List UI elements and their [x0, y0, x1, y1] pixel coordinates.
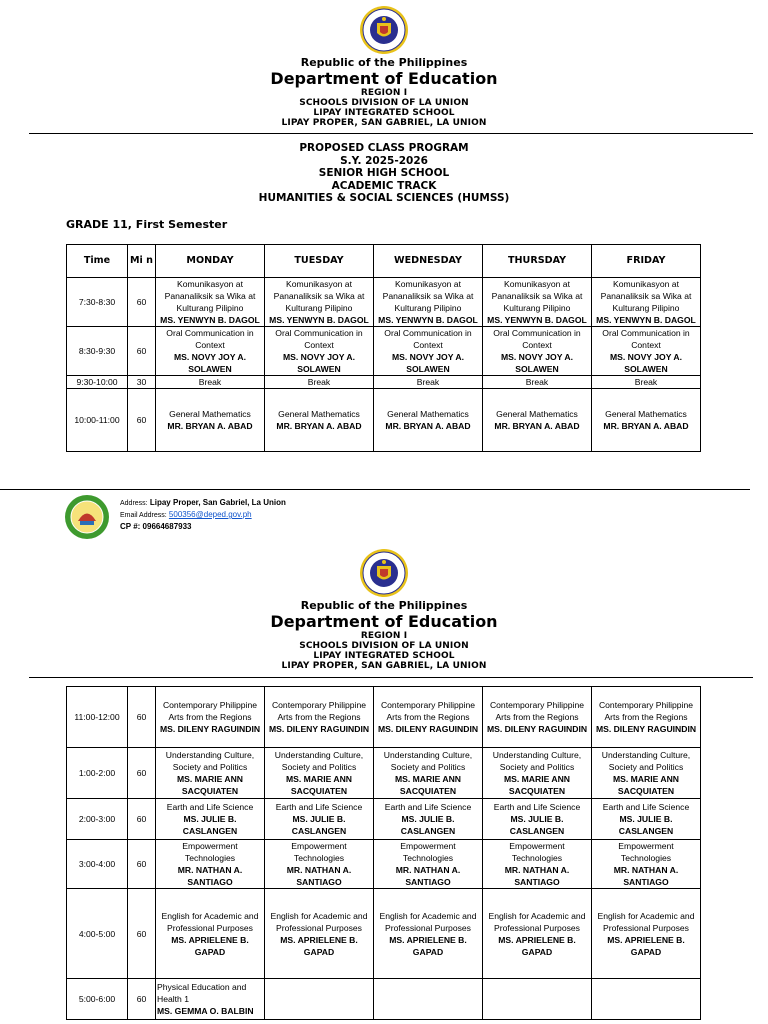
- min-cell: 60: [128, 840, 156, 889]
- min-cell: 30: [128, 376, 156, 389]
- subject-name: Komunikasyon at Pananaliksik sa Wika at Kulturang Pilipino: [600, 279, 692, 313]
- subject-name: Earth and Life Science: [602, 802, 690, 812]
- pe-body: [67, 979, 701, 1020]
- time-cell: 3:00-4:00: [67, 840, 128, 889]
- day-header-friday: FRIDAY: [592, 245, 701, 278]
- subject-name: Oral Communication in Context: [275, 328, 363, 350]
- class-cell: [156, 889, 265, 979]
- subject-name: Empowerment Technologies: [509, 841, 565, 863]
- class-cell: [374, 389, 483, 452]
- subject-name: Oral Communication in Context: [602, 328, 690, 350]
- class-cell: [374, 687, 483, 748]
- subject-name: Oral Communication in Context: [493, 328, 581, 350]
- class-cell: [483, 748, 592, 799]
- class-cell: [483, 687, 592, 748]
- time-cell: 9:30-10:00: [67, 376, 128, 389]
- teacher-name: MS. MARIE ANN SACQUIATEN: [503, 774, 571, 796]
- class-cell: [156, 278, 265, 327]
- time-cell: 1:00-2:00: [67, 748, 128, 799]
- program-strand: HUMANITIES & SOCIAL SCIENCES (HUMSS): [258, 192, 510, 204]
- class-cell: [483, 327, 592, 376]
- class-cell: [592, 799, 701, 840]
- republic-label: Republic of the Philippines: [300, 599, 468, 612]
- deped-seal-icon: [359, 548, 409, 598]
- department-title: Department of Education: [270, 69, 498, 88]
- subject-name: Understanding Culture, Society and Politics: [492, 750, 582, 772]
- class-cell: [156, 327, 265, 376]
- email-link[interactable]: 500356@deped.gov.ph: [168, 510, 252, 519]
- subject-name: Komunikasyon at Pananaliksik sa Wika at Kulturang Pilipino: [273, 279, 365, 313]
- subject-name: Contemporary Philippine Arts from the Regions: [380, 700, 476, 722]
- class-cell: [592, 389, 701, 452]
- subject-name: English for Academic and Professional Purposes: [270, 910, 368, 933]
- class-cell: [483, 278, 592, 327]
- teacher-name: MR. NATHAN A. SANTIAGO: [395, 865, 461, 887]
- table-row: [67, 979, 701, 1020]
- teacher-name: MR. BRYAN A. ABAD: [494, 421, 580, 431]
- class-cell: [374, 840, 483, 889]
- page-break-divider: [0, 489, 750, 490]
- teacher-name: MS. NOVY JOY A. SOLAWEN: [501, 352, 573, 374]
- location-label: LIPAY PROPER, SAN GABRIEL, LA UNION: [281, 118, 487, 128]
- subject-name: Komunikasyon at Pananaliksik sa Wika at Kulturang Pilipino: [382, 279, 474, 313]
- empty-cell: [374, 979, 483, 1020]
- min-cell: 60: [128, 889, 156, 979]
- table-row: [67, 278, 701, 327]
- class-cell: [374, 278, 483, 327]
- subject-name: Earth and Life Science: [384, 802, 472, 812]
- teacher-name: MS. MARIE ANN SACQUIATEN: [285, 774, 353, 796]
- page2-header: [0, 600, 768, 671]
- program-block: [0, 142, 768, 205]
- teacher-name: MS. APRIELENE B. GAPAD: [607, 934, 685, 957]
- subject-name: English for Academic and Professional Purposes: [488, 910, 586, 933]
- division-label: SCHOOLS DIVISION OF LA UNION: [299, 98, 469, 108]
- class-cell: [265, 376, 374, 389]
- teacher-name: MR. NATHAN A. SANTIAGO: [504, 865, 570, 887]
- subject-name: English for Academic and Professional Purposes: [379, 910, 477, 933]
- division-label: SCHOOLS DIVISION OF LA UNION: [299, 641, 469, 651]
- class-cell: [265, 278, 374, 327]
- empty-cell: [265, 979, 374, 1020]
- program-track: ACADEMIC TRACK: [331, 179, 437, 192]
- teacher-name: MS. DILENY RAGUINDIN: [268, 724, 370, 734]
- class-cell: [483, 799, 592, 840]
- subject-name: Contemporary Philippine Arts from the Regions: [598, 700, 694, 722]
- class-cell: [483, 840, 592, 889]
- address-value: Lipay Proper, San Gabriel, La Union: [149, 498, 286, 507]
- table-row: [67, 840, 701, 889]
- email-line: [120, 509, 286, 521]
- table-header-row: [67, 245, 701, 278]
- teacher-name: MS. NOVY JOY A. SOLAWEN: [610, 352, 682, 374]
- class-cell: [265, 748, 374, 799]
- schedule-body-page1: [67, 278, 701, 452]
- class-cell: [156, 687, 265, 748]
- subject-name: Empowerment Technologies: [182, 841, 238, 863]
- table-row: [67, 327, 701, 376]
- program-level: SENIOR HIGH SCHOOL: [318, 167, 450, 179]
- class-cell: [156, 979, 265, 1020]
- class-cell: [592, 840, 701, 889]
- teacher-name: MS. JULIE B. CASLANGEN: [182, 814, 238, 836]
- subject-name: Break: [525, 377, 549, 387]
- department-title: Department of Education: [270, 612, 498, 631]
- schedule-table-page2: [66, 686, 701, 1020]
- class-cell: [156, 748, 265, 799]
- cp-line: [120, 521, 286, 532]
- class-cell: [156, 799, 265, 840]
- page1-header: [0, 57, 768, 128]
- header-divider: [29, 133, 753, 134]
- subject-name: Komunikasyon at Pananaliksik sa Wika at Kulturang Pilipino: [491, 279, 583, 313]
- class-cell: [592, 748, 701, 799]
- time-cell: 8:30-9:30: [67, 327, 128, 376]
- class-cell: [483, 889, 592, 979]
- class-cell: [265, 687, 374, 748]
- subject-name: General Mathematics: [387, 409, 469, 419]
- teacher-name: MS. YENWYN B. DAGOL: [378, 315, 478, 325]
- teacher-name: MR. BRYAN A. ABAD: [385, 421, 471, 431]
- region-label: REGION I: [360, 88, 408, 98]
- subject-name: Understanding Culture, Society and Politics: [601, 750, 691, 772]
- subject-name: Earth and Life Science: [275, 802, 363, 812]
- time-cell: 2:00-3:00: [67, 799, 128, 840]
- class-cell: [265, 889, 374, 979]
- time-cell: 10:00-11:00: [67, 389, 128, 452]
- email-label: Email Address:: [120, 512, 167, 519]
- teacher-name: MS. APRIELENE B. GAPAD: [171, 934, 249, 957]
- day-header-monday: MONDAY: [156, 245, 265, 278]
- subject-name: Empowerment Technologies: [291, 841, 347, 863]
- republic-label: Republic of the Philippines: [300, 56, 468, 69]
- class-cell: [265, 327, 374, 376]
- time-header: Time: [67, 245, 128, 278]
- teacher-name: MS. JULIE B. CASLANGEN: [509, 814, 565, 836]
- class-cell: [265, 799, 374, 840]
- cp-label: CP #:: [120, 522, 141, 531]
- subject-name: Contemporary Philippine Arts from the Regions: [489, 700, 585, 722]
- subject-name: Understanding Culture, Society and Politics: [274, 750, 364, 772]
- table-row: [67, 748, 701, 799]
- class-cell: [592, 889, 701, 979]
- teacher-name: MS. MARIE ANN SACQUIATEN: [176, 774, 244, 796]
- class-cell: [592, 687, 701, 748]
- teacher-name: MS. JULIE B. CASLANGEN: [291, 814, 347, 836]
- teacher-name: MR. NATHAN A. SANTIAGO: [286, 865, 352, 887]
- min-cell: 60: [128, 799, 156, 840]
- subject-name: Break: [307, 377, 331, 387]
- grade-label: GRADE 11, First Semester: [66, 218, 228, 231]
- location-label: LIPAY PROPER, SAN GABRIEL, LA UNION: [281, 661, 487, 671]
- teacher-name: MS. DILENY RAGUINDIN: [486, 724, 588, 734]
- subject-name: General Mathematics: [169, 409, 251, 419]
- class-cell: [374, 748, 483, 799]
- program-title: PROPOSED CLASS PROGRAM: [299, 142, 469, 154]
- subject-name: Earth and Life Science: [493, 802, 581, 812]
- subject-name: Physical Education and Health 1: [157, 982, 247, 1004]
- teacher-name: MS. NOVY JOY A. SOLAWEN: [174, 352, 246, 374]
- region-label: REGION I: [360, 631, 408, 641]
- teacher-name: MS. NOVY JOY A. SOLAWEN: [392, 352, 464, 374]
- schedule-body-page2: [67, 687, 701, 979]
- table-row: [67, 376, 701, 389]
- teacher-name: MR. BRYAN A. ABAD: [167, 421, 253, 431]
- deped-seal-icon: [359, 5, 409, 55]
- min-cell: 60: [128, 389, 156, 452]
- teacher-name: MS. YENWYN B. DAGOL: [487, 315, 587, 325]
- subject-name: Break: [416, 377, 440, 387]
- address-label: Address:: [120, 500, 148, 507]
- school-label: LIPAY INTEGRATED SCHOOL: [313, 651, 455, 661]
- class-cell: [374, 889, 483, 979]
- subject-name: General Mathematics: [605, 409, 687, 419]
- school-label: LIPAY INTEGRATED SCHOOL: [313, 108, 455, 118]
- class-cell: [156, 840, 265, 889]
- teacher-name: MS. MARIE ANN SACQUIATEN: [612, 774, 680, 796]
- teacher-name: MR. NATHAN A. SANTIAGO: [613, 865, 679, 887]
- header-divider: [29, 677, 753, 678]
- time-cell: 7:30-8:30: [67, 278, 128, 327]
- subject-name: Empowerment Technologies: [618, 841, 674, 863]
- teacher-name: MS. YENWYN B. DAGOL: [596, 315, 696, 325]
- subject-name: Understanding Culture, Society and Politics: [165, 750, 255, 772]
- day-header-thursday: THURSDAY: [483, 245, 592, 278]
- teacher-name: MS. DILENY RAGUINDIN: [595, 724, 697, 734]
- table-row: [67, 799, 701, 840]
- teacher-name: MR. NATHAN A. SANTIAGO: [177, 865, 243, 887]
- table-row: [67, 389, 701, 452]
- class-cell: [374, 376, 483, 389]
- subject-name: Contemporary Philippine Arts from the Regions: [162, 700, 258, 722]
- teacher-name: MS. YENWYN B. DAGOL: [269, 315, 369, 325]
- min-cell: 60: [128, 979, 156, 1020]
- subject-name: English for Academic and Professional Purposes: [161, 910, 259, 933]
- teacher-name: MR. BRYAN A. ABAD: [603, 421, 689, 431]
- min-cell: 60: [128, 278, 156, 327]
- time-cell: 4:00-5:00: [67, 889, 128, 979]
- school-footer: [64, 492, 364, 540]
- class-cell: [374, 327, 483, 376]
- teacher-name: MS. APRIELENE B. GAPAD: [280, 934, 358, 957]
- class-cell: [265, 840, 374, 889]
- class-cell: [156, 389, 265, 452]
- teacher-name: MS. DILENY RAGUINDIN: [159, 724, 261, 734]
- teacher-name: MR. BRYAN A. ABAD: [276, 421, 362, 431]
- teacher-name: MS. GEMMA O. BALBIN: [157, 1006, 254, 1016]
- class-cell: [592, 327, 701, 376]
- subject-name: Contemporary Philippine Arts from the Regions: [271, 700, 367, 722]
- subject-name: Oral Communication in Context: [384, 328, 472, 350]
- teacher-name: MS. JULIE B. CASLANGEN: [400, 814, 456, 836]
- empty-cell: [483, 979, 592, 1020]
- teacher-name: MS. APRIELENE B. GAPAD: [389, 934, 467, 957]
- subject-name: General Mathematics: [278, 409, 360, 419]
- day-header-tuesday: TUESDAY: [265, 245, 374, 278]
- time-cell: 5:00-6:00: [67, 979, 128, 1020]
- school-year: S.Y. 2025-2026: [340, 154, 428, 167]
- subject-name: Empowerment Technologies: [400, 841, 456, 863]
- school-logo-icon: [64, 494, 110, 540]
- subject-name: General Mathematics: [496, 409, 578, 419]
- teacher-name: MS. NOVY JOY A. SOLAWEN: [283, 352, 355, 374]
- schedule-table-page1: [66, 244, 701, 452]
- table-row: [67, 889, 701, 979]
- min-cell: 60: [128, 327, 156, 376]
- day-header-wednesday: WEDNESDAY: [374, 245, 483, 278]
- cp-value: 09664687933: [142, 522, 192, 531]
- contact-block: [120, 497, 286, 532]
- teacher-name: MS. DILENY RAGUINDIN: [377, 724, 479, 734]
- subject-name: Break: [198, 377, 222, 387]
- class-cell: [592, 278, 701, 327]
- class-cell: [156, 376, 265, 389]
- subject-name: Earth and Life Science: [166, 802, 254, 812]
- empty-cell: [592, 979, 701, 1020]
- class-cell: [483, 389, 592, 452]
- subject-name: English for Academic and Professional Purposes: [597, 910, 695, 933]
- min-cell: 60: [128, 748, 156, 799]
- teacher-name: MS. YENWYN B. DAGOL: [160, 315, 260, 325]
- class-cell: [265, 389, 374, 452]
- class-cell: [374, 799, 483, 840]
- table-row: [67, 687, 701, 748]
- min-header: Mi n: [128, 245, 156, 278]
- subject-name: Komunikasyon at Pananaliksik sa Wika at Kulturang Pilipino: [164, 279, 256, 313]
- min-cell: 60: [128, 687, 156, 748]
- subject-name: Oral Communication in Context: [166, 328, 254, 350]
- teacher-name: MS. MARIE ANN SACQUIATEN: [394, 774, 462, 796]
- time-cell: 11:00-12:00: [67, 687, 128, 748]
- class-cell: [592, 376, 701, 389]
- teacher-name: MS. APRIELENE B. GAPAD: [498, 934, 576, 957]
- teacher-name: MS. JULIE B. CASLANGEN: [618, 814, 674, 836]
- subject-name: Break: [634, 377, 658, 387]
- class-cell: [483, 376, 592, 389]
- subject-name: Understanding Culture, Society and Politics: [383, 750, 473, 772]
- address-line: [120, 497, 286, 509]
